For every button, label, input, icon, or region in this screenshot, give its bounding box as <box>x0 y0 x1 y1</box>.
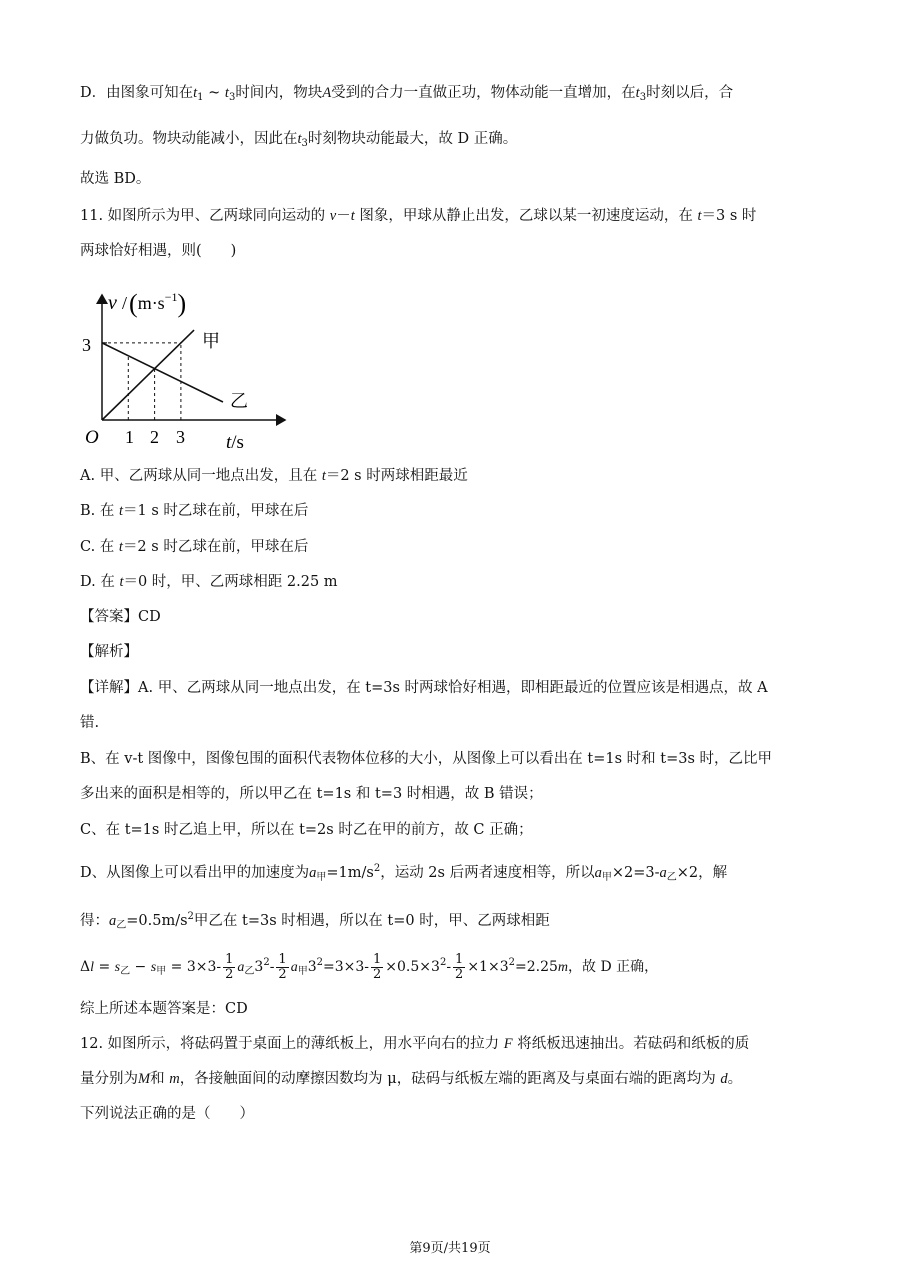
detail-a-line-1: 【详解】A. 甲、乙两球从同一地点出发，在 t=3s 时两球恰好相遇，即相距最近的位置应该是相遇点，故 A <box>80 680 768 696</box>
var-t: t <box>350 208 355 224</box>
numerator: 1 <box>278 951 287 967</box>
text: ，各接触面间的动摩擦因数均为 μ，砝码与纸板左端的距离及与桌面右端的距离均为 <box>179 1071 721 1087</box>
text: ＝1 s 时乙球在前，甲球在后 <box>123 503 309 519</box>
text: ×0.5×3 <box>385 959 440 975</box>
text: D、从图像上可以看出甲的加速度为 <box>80 865 310 881</box>
text: 时刻以后，合 <box>646 85 734 101</box>
q11-option-d <box>80 571 338 593</box>
superscript: 2 <box>508 957 515 968</box>
section-d-conclusion: 故选 BD。 <box>80 171 151 187</box>
text: - <box>269 959 275 975</box>
text: 3 <box>254 959 264 975</box>
text: C. 在 <box>80 539 119 555</box>
var-a: a <box>309 865 317 881</box>
subscript: 甲 <box>601 872 612 883</box>
summary: 综上所述本题答案是：CD <box>80 1001 248 1017</box>
detail-d-line-2 <box>80 906 550 937</box>
subscript: 甲 <box>156 966 167 977</box>
var-t: t <box>118 503 124 519</box>
fraction <box>223 953 235 982</box>
numerator: 1 <box>225 951 234 967</box>
text: 时刻物块动能最大，故 D 正确。 <box>307 131 518 147</box>
var-a: a <box>659 865 667 881</box>
text: ＝2 s 时两球相距最近 <box>325 468 468 484</box>
var-a: A <box>322 85 332 101</box>
section-d-line-2 <box>80 128 517 155</box>
var-a: a <box>290 960 298 975</box>
series-label-yi: 乙 <box>230 391 248 412</box>
subscript: 乙 <box>244 966 255 977</box>
denominator: 2 <box>278 966 287 982</box>
text: ＝3 s 时 <box>701 208 757 224</box>
x-tick-3: 3 <box>176 427 185 447</box>
text: 。 <box>727 1071 743 1087</box>
subscript: 1 <box>197 92 204 103</box>
text: A. 甲、乙两球从同一地点出发，且在 <box>80 468 322 484</box>
var-l: l <box>90 960 95 975</box>
subscript: 3 <box>228 92 236 103</box>
var-t: t <box>697 208 702 224</box>
var-a: a <box>237 960 245 975</box>
y-axis-label-v: v <box>108 292 117 314</box>
q12-line-2 <box>80 1068 742 1090</box>
subscript: 甲 <box>316 872 327 883</box>
text: D．由图象可知在 <box>80 85 194 101</box>
var-t: t <box>118 539 123 555</box>
var-d: d <box>720 1071 728 1087</box>
formula-line <box>80 948 658 987</box>
series-line-jia <box>102 330 194 420</box>
var-m-upper: M <box>138 1071 151 1087</box>
subscript: 3 <box>301 138 308 149</box>
text: 将纸板迅速抽出。若砝码和纸板的质 <box>512 1036 750 1052</box>
subscript: 乙 <box>666 872 677 883</box>
text: ×2 <box>676 865 699 881</box>
var-t: t <box>224 85 229 101</box>
text: = 3×3- <box>166 959 222 975</box>
text: 和 <box>150 1071 170 1087</box>
text: ×1×3 <box>467 959 509 975</box>
vt-graph <box>80 285 300 453</box>
section-d-line-1 <box>80 82 733 109</box>
fraction <box>453 953 465 982</box>
text: 3 <box>307 959 317 975</box>
superscript: 2 <box>316 957 323 968</box>
answer-label: 【答案】CD <box>80 609 161 625</box>
subscript: 3 <box>639 92 647 103</box>
var-a: a <box>109 913 117 929</box>
superscript: 2 <box>187 911 194 922</box>
page-footer: 第9页/共19页 <box>409 1241 491 1256</box>
detail-a-line-2: 错. <box>80 715 100 731</box>
detail-d-line-1 <box>80 858 727 889</box>
superscript: 2 <box>439 957 447 968</box>
text: ，解 <box>698 865 728 881</box>
q12-line-1 <box>80 1033 749 1055</box>
var-v: v <box>329 208 337 224</box>
text: D. 在 <box>80 574 120 590</box>
denominator: 2 <box>373 966 382 982</box>
text: ，运动 2s 后两者速度相等，所以 <box>380 865 595 881</box>
var-t: t <box>119 574 124 590</box>
var-t: t <box>297 131 302 147</box>
series-label-jia: 甲 <box>202 331 220 352</box>
q11-option-c <box>80 536 308 558</box>
var-t: t <box>193 85 198 101</box>
fraction <box>276 953 288 982</box>
x-tick-1: 1 <box>125 427 134 447</box>
text: 图象，甲球从静止出发，乙球以某一初速度运动，在 <box>354 208 698 224</box>
text: − <box>130 959 151 975</box>
var-m-lower: m <box>169 1071 180 1087</box>
text: = <box>94 959 115 975</box>
text: 受到的合力一直做正功，物体动能一直增加，在 <box>331 85 636 101</box>
x-axis-label: t/s <box>226 432 244 453</box>
text: Δ <box>80 959 91 975</box>
subscript: 乙 <box>120 966 131 977</box>
q11-option-a <box>80 465 468 487</box>
text: - <box>446 959 452 975</box>
analysis-label: 【解析】 <box>80 644 138 660</box>
text: ＝0 时，甲、乙两球相距 2.25 m <box>123 574 338 590</box>
superscript: 2 <box>263 957 270 968</box>
q11-stem-1 <box>80 205 756 227</box>
y-tick-3: 3 <box>82 335 91 355</box>
detail-b-line-1: B、在 v-t 图像中，图像包围的面积代表物体位移的大小，从图像上可以看出在 t=1s 时和 t=3s 时，乙比甲 <box>80 751 773 767</box>
fraction <box>371 953 383 982</box>
x-tick-2: 2 <box>150 427 159 447</box>
var-f: F <box>503 1036 513 1052</box>
text: 得： <box>80 913 109 929</box>
var-t: t <box>635 85 640 101</box>
q11-stem-2: 两球恰好相遇，则( ) <box>80 243 237 259</box>
text: 甲乙在 t=3s 时相遇，所以在 t=0 时，甲、乙两球相距 <box>193 913 550 929</box>
y-axis-label-unit: $/(m\cdot s^{-1})$ <box>122 289 187 318</box>
denominator: 2 <box>225 966 234 982</box>
text: 时间内，物块 <box>235 85 323 101</box>
text: 力做负功。物块动能减小，因此在 <box>80 131 298 147</box>
var-a: a <box>594 865 602 881</box>
denominator: 2 <box>455 966 464 982</box>
superscript: 2 <box>373 863 381 874</box>
text: － <box>336 208 351 224</box>
text: =3×3- <box>323 959 370 975</box>
var-s: s <box>114 960 121 975</box>
var-m: m <box>557 960 569 975</box>
text: ，故 D 正确， <box>568 959 659 975</box>
numerator: 1 <box>455 951 464 967</box>
text: =1m/s <box>326 865 374 881</box>
origin-label: O <box>85 427 99 448</box>
text: =2.25 <box>514 959 558 975</box>
detail-b-line-2: 多出来的面积是相等的，所以甲乙在 t=1s 和 t=3 时相遇，故 B 错误； <box>80 786 543 802</box>
q11-option-b <box>80 500 308 522</box>
var-t: t <box>321 468 326 484</box>
text: B. 在 <box>80 503 119 519</box>
numerator: 1 <box>373 951 382 967</box>
detail-c: C、在 t=1s 时乙追上甲，所以在 t=2s 时乙在甲的前方，故 C 正确； <box>80 822 533 838</box>
var-s: s <box>150 960 157 975</box>
text: 12. 如图所示，将砝码置于桌面上的薄纸板上，用水平向右的拉力 <box>80 1036 504 1052</box>
q12-line-3: 下列说法正确的是（ ） <box>80 1106 254 1122</box>
text: 量分别为 <box>80 1071 138 1087</box>
text: =0.5m/s <box>126 913 188 929</box>
subscript: 甲 <box>297 966 308 977</box>
text: ×2=3- <box>611 865 660 881</box>
text: ~ <box>203 85 225 101</box>
text: 11. 如图所示为甲、乙两球同向运动的 <box>80 208 330 224</box>
text: ＝2 s 时乙球在前，甲球在后 <box>122 539 309 555</box>
subscript: 乙 <box>116 920 127 931</box>
